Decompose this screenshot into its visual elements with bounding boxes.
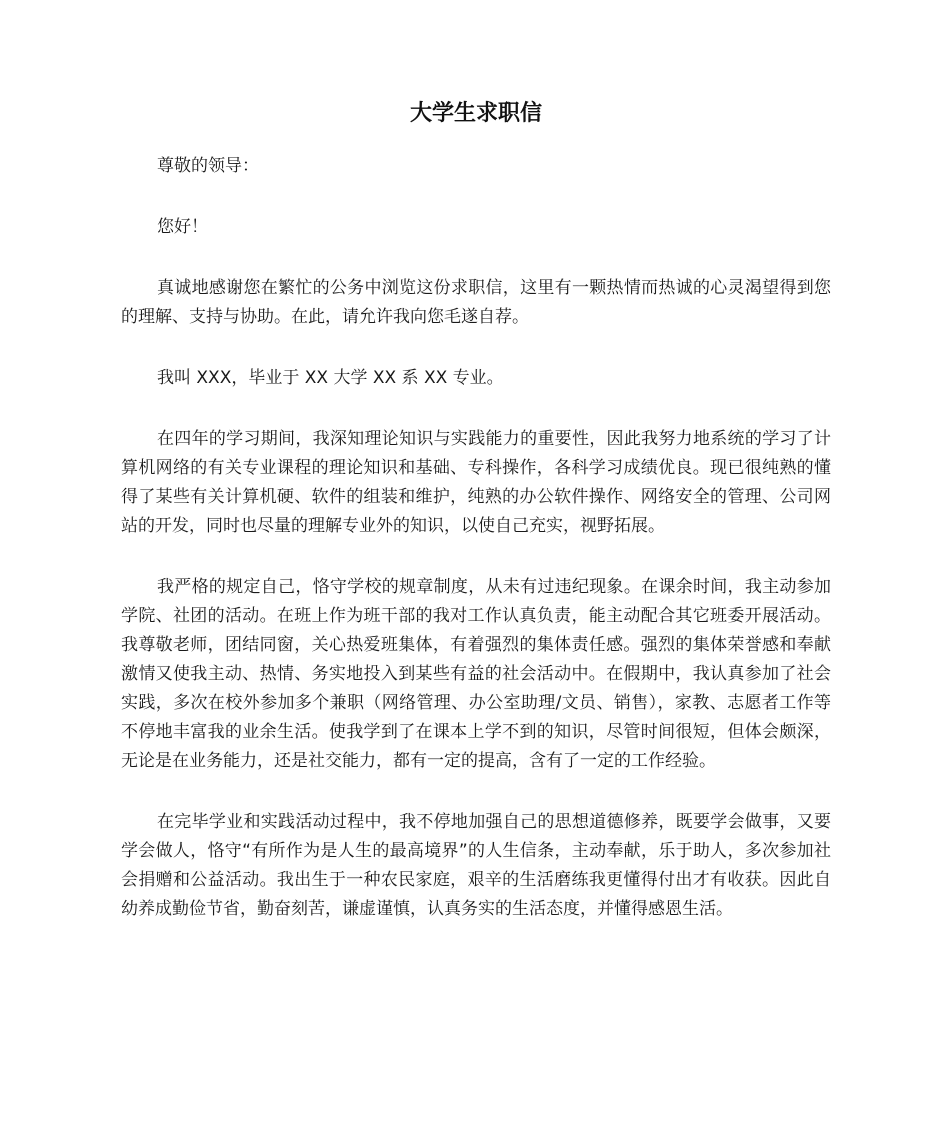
paragraph-name: 我叫 XXX，毕业于 XX 大学 XX 系 XX 专业。	[157, 368, 504, 388]
paragraph-intro: 真诚地感谢您在繁忙的公务中浏览这份求职信，这里有一颗热情而热诚的心灵渴望得到您的理解、支持与协助。在此，请允许我向您毛遂自荐。	[121, 278, 831, 327]
document-page	[121, 92, 831, 956]
document-title: 大学生求职信	[409, 101, 542, 126]
paragraph-study: 在四年的学习期间，我深知理论知识与实践能力的重要性，因此我努力地系统的学习了计算机网络的有关专业课程的理论知识和基础、专科操作，各科学习成绩优良。现已很纯熟的懂得了某些有关计算机硬、软件的组装和维护，纯熟的办公软件操作、网络安全的管理、公司网站的开发，同时也尽量的理解专业外的知识，以使自己充实，视野拓展。	[121, 429, 831, 536]
greeting: 您好！	[157, 217, 208, 237]
salutation: 尊敬的领导：	[157, 156, 259, 176]
paragraph-character: 在完毕学业和实践活动过程中，我不停地加强自己的思想道德修养，既要学会做事，又要学会做人，恪守“有所作为是人生的最高境界”的人生信条，主动奉献，乐于助人，多次参加社会捐赠和公益活动。我出生于一种农民家庭，艰辛的生活磨练我更懂得付出才有收获。因此自幼养成勤俭节省，勤奋刻苦，谦虚谨慎，认真务实的生活态度，并懂得感恩生活。	[121, 812, 831, 919]
paragraph-activities: 我严格的规定自己，恪守学校的规章制度，从未有过违纪现象。在课余时间，我主动参加学院、社团的活动。在班上作为班干部的我对工作认真负责，能主动配合其它班委开展活动。我尊敬老师，团结同窗，关心热爱班集体，有着强烈的集体责任感。强烈的集体荣誉感和奉献激情又使我主动、热情、务实地投入到某些有益的社会活动中。在假期中，我认真参加了社会实践，多次在校外参加多个兼职（网络管理、办公室助理/文员、销售），家教、志愿者工作等不停地丰富我的业余生活。使我学到了在课本上学不到的知识，尽管时间很短，但体会颇深，无论是在业务能力，还是社交能力，都有一定的提高，含有了一定的工作经验。	[121, 577, 831, 771]
